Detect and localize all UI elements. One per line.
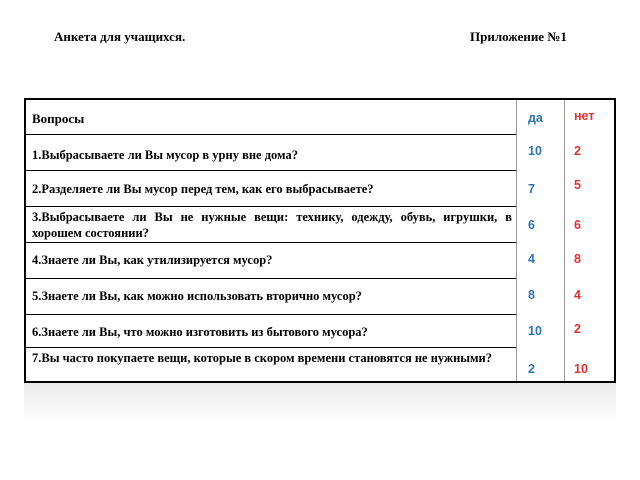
row-divider [26, 347, 516, 348]
header-yes: да [528, 111, 543, 125]
table-shadow [24, 383, 616, 423]
answer-yes-2: 7 [528, 182, 535, 196]
question-4: 4.Знаете ли Вы, как утилизируется мусор? [32, 253, 273, 267]
question-6: 6.Знаете ли Вы, что можно изготовить из бытового мусора? [32, 325, 368, 339]
header-no: нет [574, 109, 595, 123]
row-divider [26, 314, 516, 315]
answer-no-7: 10 [574, 362, 588, 376]
answer-no-4: 8 [574, 252, 581, 266]
survey-title: Анкета для учащихся. [54, 29, 186, 44]
answer-yes-5: 8 [528, 288, 535, 302]
answer-yes-4: 4 [528, 252, 535, 266]
row-divider [26, 170, 516, 171]
question-2: 2.Разделяете ли Вы мусор перед тем, как его выбрасываете? [32, 182, 374, 196]
answer-no-5: 4 [574, 288, 581, 302]
answer-no-3: 6 [574, 218, 581, 232]
answer-yes-1: 10 [528, 144, 542, 158]
header-questions: Вопросы [32, 111, 85, 126]
survey-table [24, 98, 616, 383]
question-5: 5.Знаете ли Вы, как можно использовать вторично мусор? [32, 289, 362, 303]
answer-no-1: 2 [574, 144, 581, 158]
question-1: 1.Выбрасываете ли Вы мусор в урну вне дома? [32, 148, 298, 162]
row-divider [26, 206, 516, 207]
row-divider [26, 134, 516, 135]
column-divider-no [564, 100, 565, 381]
row-divider [26, 278, 516, 279]
answer-no-6: 2 [574, 322, 581, 336]
question-7: 7.Вы часто покупаете вещи, которые в скором времени становятся не нужными? [32, 351, 492, 365]
answer-yes-6: 10 [528, 324, 542, 338]
appendix-label: Приложение №1 [470, 29, 567, 44]
answer-yes-3: 6 [528, 218, 535, 232]
column-divider-yes [516, 100, 517, 381]
question-3: 3.Выбрасываете ли Вы не нужные вещи: технику, одежду, обувь, игрушки, в хорошем состоянии? [32, 210, 512, 240]
answer-no-2: 5 [574, 178, 581, 192]
row-divider [26, 242, 516, 243]
answer-yes-7: 2 [528, 362, 535, 376]
